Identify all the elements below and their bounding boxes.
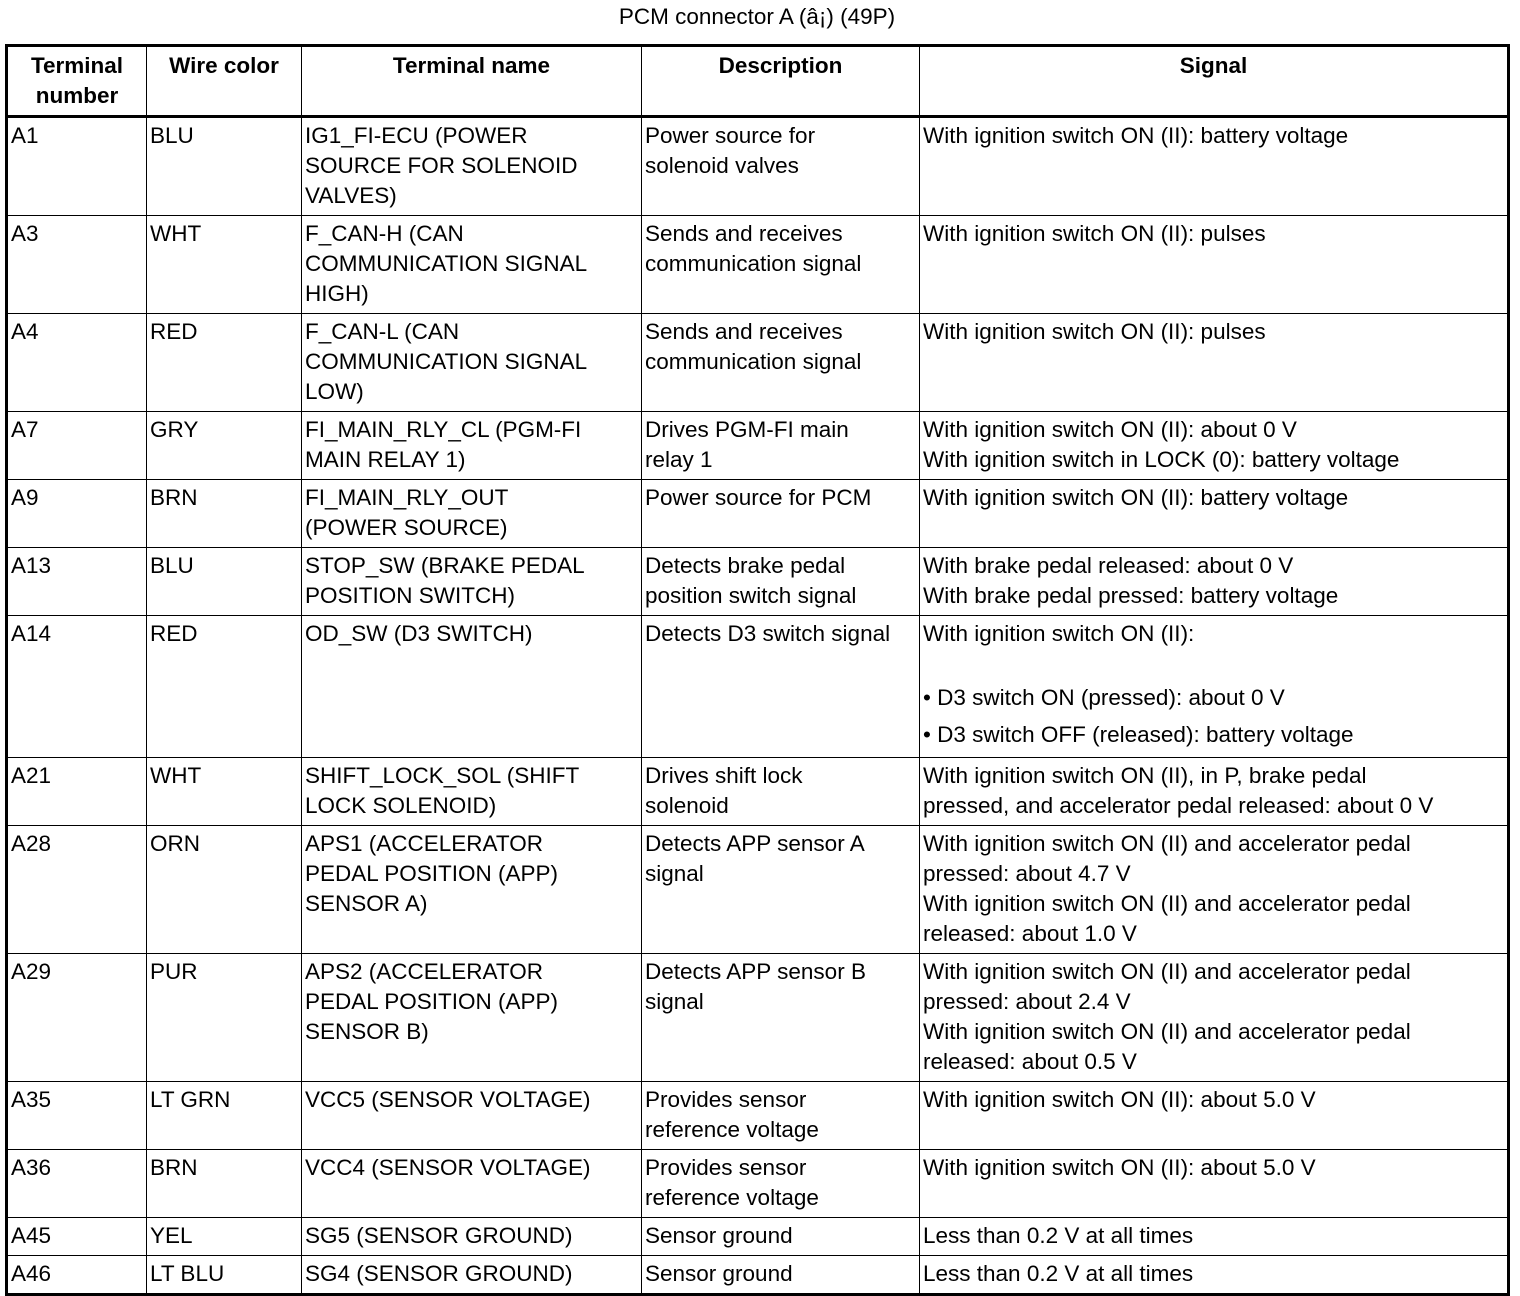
description-cell xyxy=(642,548,920,616)
signal-cell xyxy=(920,1150,1509,1218)
cell-line: STOP_SW (BRAKE PEDAL xyxy=(305,553,585,578)
cell-line: signal xyxy=(645,861,704,886)
description-cell xyxy=(642,314,920,412)
cell-line: SHIFT_LOCK_SOL (SHIFT xyxy=(305,763,580,788)
cell-line: SG4 (SENSOR GROUND) xyxy=(305,1261,573,1286)
header-terminal-number xyxy=(7,46,147,117)
description-cell xyxy=(642,216,920,314)
signal-bullet-item: • D3 switch ON (pressed): about 0 V xyxy=(923,685,1285,710)
cell-line: Power source for PCM xyxy=(645,485,872,510)
terminal-number-cell: A1 xyxy=(7,117,147,216)
cell-line: SG5 (SENSOR GROUND) xyxy=(305,1223,573,1248)
table-row xyxy=(7,826,1509,954)
wire-color-cell: ORN xyxy=(147,826,302,954)
terminal-number-cell: A36 xyxy=(7,1150,147,1218)
description-cell xyxy=(642,1150,920,1218)
cell-line: APS2 (ACCELERATOR xyxy=(305,959,543,984)
cell-line: With ignition switch ON (II): about 5.0 V xyxy=(923,1155,1316,1180)
cell-line: Sensor ground xyxy=(645,1223,793,1248)
description-cell xyxy=(642,480,920,548)
cell-line: reference voltage xyxy=(645,1185,819,1210)
cell-line: Detects APP sensor B xyxy=(645,959,866,984)
terminal-name-cell xyxy=(302,548,642,616)
connector-table xyxy=(5,44,1510,1296)
signal-cell xyxy=(920,1256,1509,1295)
cell-line: With ignition switch ON (II): pulses xyxy=(923,221,1266,246)
cell-line: Detects D3 switch signal xyxy=(645,621,891,646)
cell-line: MAIN RELAY 1) xyxy=(305,447,466,472)
signal-cell xyxy=(920,954,1509,1082)
terminal-number-cell: A46 xyxy=(7,1256,147,1295)
terminal-number-cell: A29 xyxy=(7,954,147,1082)
description-cell xyxy=(642,1218,920,1256)
terminal-name-cell xyxy=(302,412,642,480)
terminal-name-cell xyxy=(302,117,642,216)
wire-color-cell: PUR xyxy=(147,954,302,1082)
signal-cell xyxy=(920,1082,1509,1150)
description-cell xyxy=(642,954,920,1082)
header-line: Terminal xyxy=(30,53,124,78)
terminal-name-cell xyxy=(302,216,642,314)
terminal-name-cell xyxy=(302,826,642,954)
wire-color-cell: LT BLU xyxy=(147,1256,302,1295)
cell-line: Sensor ground xyxy=(645,1261,793,1286)
cell-line: With ignition switch ON (II): about 0 V xyxy=(923,417,1297,442)
cell-line: released: about 1.0 V xyxy=(923,921,1137,946)
wire-color-cell: RED xyxy=(147,616,302,758)
description-cell xyxy=(642,1082,920,1150)
description-cell xyxy=(642,758,920,826)
wire-color-cell: BLU xyxy=(147,548,302,616)
cell-line: Provides sensor xyxy=(645,1155,807,1180)
cell-line: With brake pedal pressed: battery voltage xyxy=(923,583,1339,608)
header-terminal-name: Terminal name xyxy=(302,46,642,117)
signal-cell xyxy=(920,826,1509,954)
cell-line: pressed: about 4.7 V xyxy=(923,861,1131,886)
terminal-name-cell xyxy=(302,1150,642,1218)
cell-line: With ignition switch in LOCK (0): battery voltage xyxy=(923,447,1400,472)
table-row xyxy=(7,954,1509,1082)
header-row xyxy=(7,46,1509,117)
cell-line: solenoid valves xyxy=(645,153,799,178)
terminal-number-cell: A14 xyxy=(7,616,147,758)
table-row xyxy=(7,314,1509,412)
header-description: Description xyxy=(642,46,920,117)
signal-cell xyxy=(920,117,1509,216)
cell-line: Sends and receives xyxy=(645,221,843,246)
cell-line: reference voltage xyxy=(645,1117,819,1142)
signal-cell xyxy=(920,758,1509,826)
signal-bullet-list xyxy=(923,649,1504,753)
terminal-number-cell: A13 xyxy=(7,548,147,616)
cell-line: With ignition switch ON (II), in P, brake pedal xyxy=(923,763,1367,788)
description-cell xyxy=(642,412,920,480)
cell-line: LOCK SOLENOID) xyxy=(305,793,497,818)
terminal-number-cell: A28 xyxy=(7,826,147,954)
terminal-name-cell xyxy=(302,314,642,412)
cell-line: Detects brake pedal xyxy=(645,553,846,578)
table-row xyxy=(7,412,1509,480)
cell-line: With brake pedal released: about 0 V xyxy=(923,553,1294,578)
cell-line: POSITION SWITCH) xyxy=(305,583,515,608)
cell-line: pressed: about 2.4 V xyxy=(923,989,1131,1014)
table-row xyxy=(7,616,1509,758)
table-row xyxy=(7,758,1509,826)
terminal-number-cell: A4 xyxy=(7,314,147,412)
terminal-name-cell xyxy=(302,954,642,1082)
cell-line: SOURCE FOR SOLENOID xyxy=(305,153,578,178)
table-row xyxy=(7,1082,1509,1150)
wire-color-cell: BLU xyxy=(147,117,302,216)
cell-line: VALVES) xyxy=(305,183,397,208)
cell-line: pressed, and accelerator pedal released: about 0 V xyxy=(923,793,1434,818)
cell-line: FI_MAIN_RLY_CL (PGM-FI xyxy=(305,417,582,442)
wire-color-cell: RED xyxy=(147,314,302,412)
signal-cell xyxy=(920,1218,1509,1256)
cell-line: OD_SW (D3 SWITCH) xyxy=(305,621,533,646)
cell-line: Less than 0.2 V at all times xyxy=(923,1223,1194,1248)
description-cell xyxy=(642,1256,920,1295)
terminal-name-cell xyxy=(302,758,642,826)
cell-line: With ignition switch ON (II) and accelerator pedal xyxy=(923,831,1411,856)
cell-line: Detects APP sensor A xyxy=(645,831,865,856)
cell-line: COMMUNICATION SIGNAL xyxy=(305,349,588,374)
cell-line: Sends and receives xyxy=(645,319,843,344)
cell-line: released: about 0.5 V xyxy=(923,1049,1137,1074)
table-row xyxy=(7,1218,1509,1256)
cell-line: SENSOR B) xyxy=(305,1019,429,1044)
cell-line: With ignition switch ON (II) and accelerator pedal xyxy=(923,959,1411,984)
cell-line: PEDAL POSITION (APP) xyxy=(305,989,558,1014)
cell-line: With ignition switch ON (II): battery voltage xyxy=(923,123,1349,148)
wire-color-cell: BRN xyxy=(147,1150,302,1218)
signal-cell xyxy=(920,314,1509,412)
cell-line: Less than 0.2 V at all times xyxy=(923,1261,1194,1286)
table-row xyxy=(7,216,1509,314)
cell-line: position switch signal xyxy=(645,583,857,608)
cell-line: Provides sensor xyxy=(645,1087,807,1112)
wire-color-cell: GRY xyxy=(147,412,302,480)
cell-line: With ignition switch ON (II): xyxy=(923,621,1195,646)
cell-line: With ignition switch ON (II): pulses xyxy=(923,319,1266,344)
wire-color-cell: YEL xyxy=(147,1218,302,1256)
cell-line: HIGH) xyxy=(305,281,369,306)
wire-color-cell: LT GRN xyxy=(147,1082,302,1150)
cell-line: FI_MAIN_RLY_OUT xyxy=(305,485,509,510)
cell-line: With ignition switch ON (II) and accelerator pedal xyxy=(923,891,1411,916)
table-row xyxy=(7,1150,1509,1218)
cell-line: APS1 (ACCELERATOR xyxy=(305,831,543,856)
description-cell xyxy=(642,826,920,954)
cell-line: LOW) xyxy=(305,379,364,404)
signal-cell xyxy=(920,216,1509,314)
cell-line: (POWER SOURCE) xyxy=(305,515,508,540)
table-row xyxy=(7,480,1509,548)
cell-line: VCC5 (SENSOR VOLTAGE) xyxy=(305,1087,591,1112)
cell-line: communication signal xyxy=(645,349,862,374)
wire-color-cell: BRN xyxy=(147,480,302,548)
signal-bullet-item: • D3 switch OFF (released): battery voltage xyxy=(923,722,1354,747)
table-row xyxy=(7,548,1509,616)
cell-line: Drives shift lock xyxy=(645,763,803,788)
terminal-number-cell: A35 xyxy=(7,1082,147,1150)
cell-line: With ignition switch ON (II): about 5.0 V xyxy=(923,1087,1316,1112)
terminal-number-cell: A7 xyxy=(7,412,147,480)
cell-line: With ignition switch ON (II) and accelerator pedal xyxy=(923,1019,1411,1044)
terminal-name-cell xyxy=(302,616,642,758)
terminal-number-cell: A21 xyxy=(7,758,147,826)
cell-line: IG1_FI-ECU (POWER xyxy=(305,123,528,148)
description-cell xyxy=(642,117,920,216)
cell-line: With ignition switch ON (II): battery voltage xyxy=(923,485,1349,510)
terminal-name-cell xyxy=(302,1082,642,1150)
terminal-name-cell xyxy=(302,1256,642,1295)
terminal-name-cell xyxy=(302,1218,642,1256)
wire-color-cell: WHT xyxy=(147,216,302,314)
cell-line: signal xyxy=(645,989,704,1014)
signal-cell xyxy=(920,616,1509,758)
cell-line: relay 1 xyxy=(645,447,713,472)
terminal-number-cell: A9 xyxy=(7,480,147,548)
cell-line: COMMUNICATION SIGNAL xyxy=(305,251,588,276)
cell-line: F_CAN-H (CAN xyxy=(305,221,464,246)
header-wire-color: Wire color xyxy=(147,46,302,117)
cell-line: PEDAL POSITION (APP) xyxy=(305,861,558,886)
cell-line: solenoid xyxy=(645,793,729,818)
wire-color-cell: WHT xyxy=(147,758,302,826)
cell-line: SENSOR A) xyxy=(305,891,428,916)
cell-line: VCC4 (SENSOR VOLTAGE) xyxy=(305,1155,591,1180)
header-line: number xyxy=(35,83,119,108)
signal-cell xyxy=(920,412,1509,480)
cell-line: F_CAN-L (CAN xyxy=(305,319,460,344)
table-row xyxy=(7,1256,1509,1295)
cell-line: communication signal xyxy=(645,251,862,276)
terminal-name-cell xyxy=(302,480,642,548)
signal-cell xyxy=(920,480,1509,548)
cell-line: Drives PGM-FI main xyxy=(645,417,849,442)
signal-cell xyxy=(920,548,1509,616)
terminal-number-cell: A3 xyxy=(7,216,147,314)
terminal-number-cell: A45 xyxy=(7,1218,147,1256)
page-title: PCM connector A (â¡) (49P) xyxy=(618,4,896,29)
description-cell xyxy=(642,616,920,758)
header-signal: Signal xyxy=(920,46,1509,117)
cell-line: Power source for xyxy=(645,123,816,148)
table-row xyxy=(7,117,1509,216)
